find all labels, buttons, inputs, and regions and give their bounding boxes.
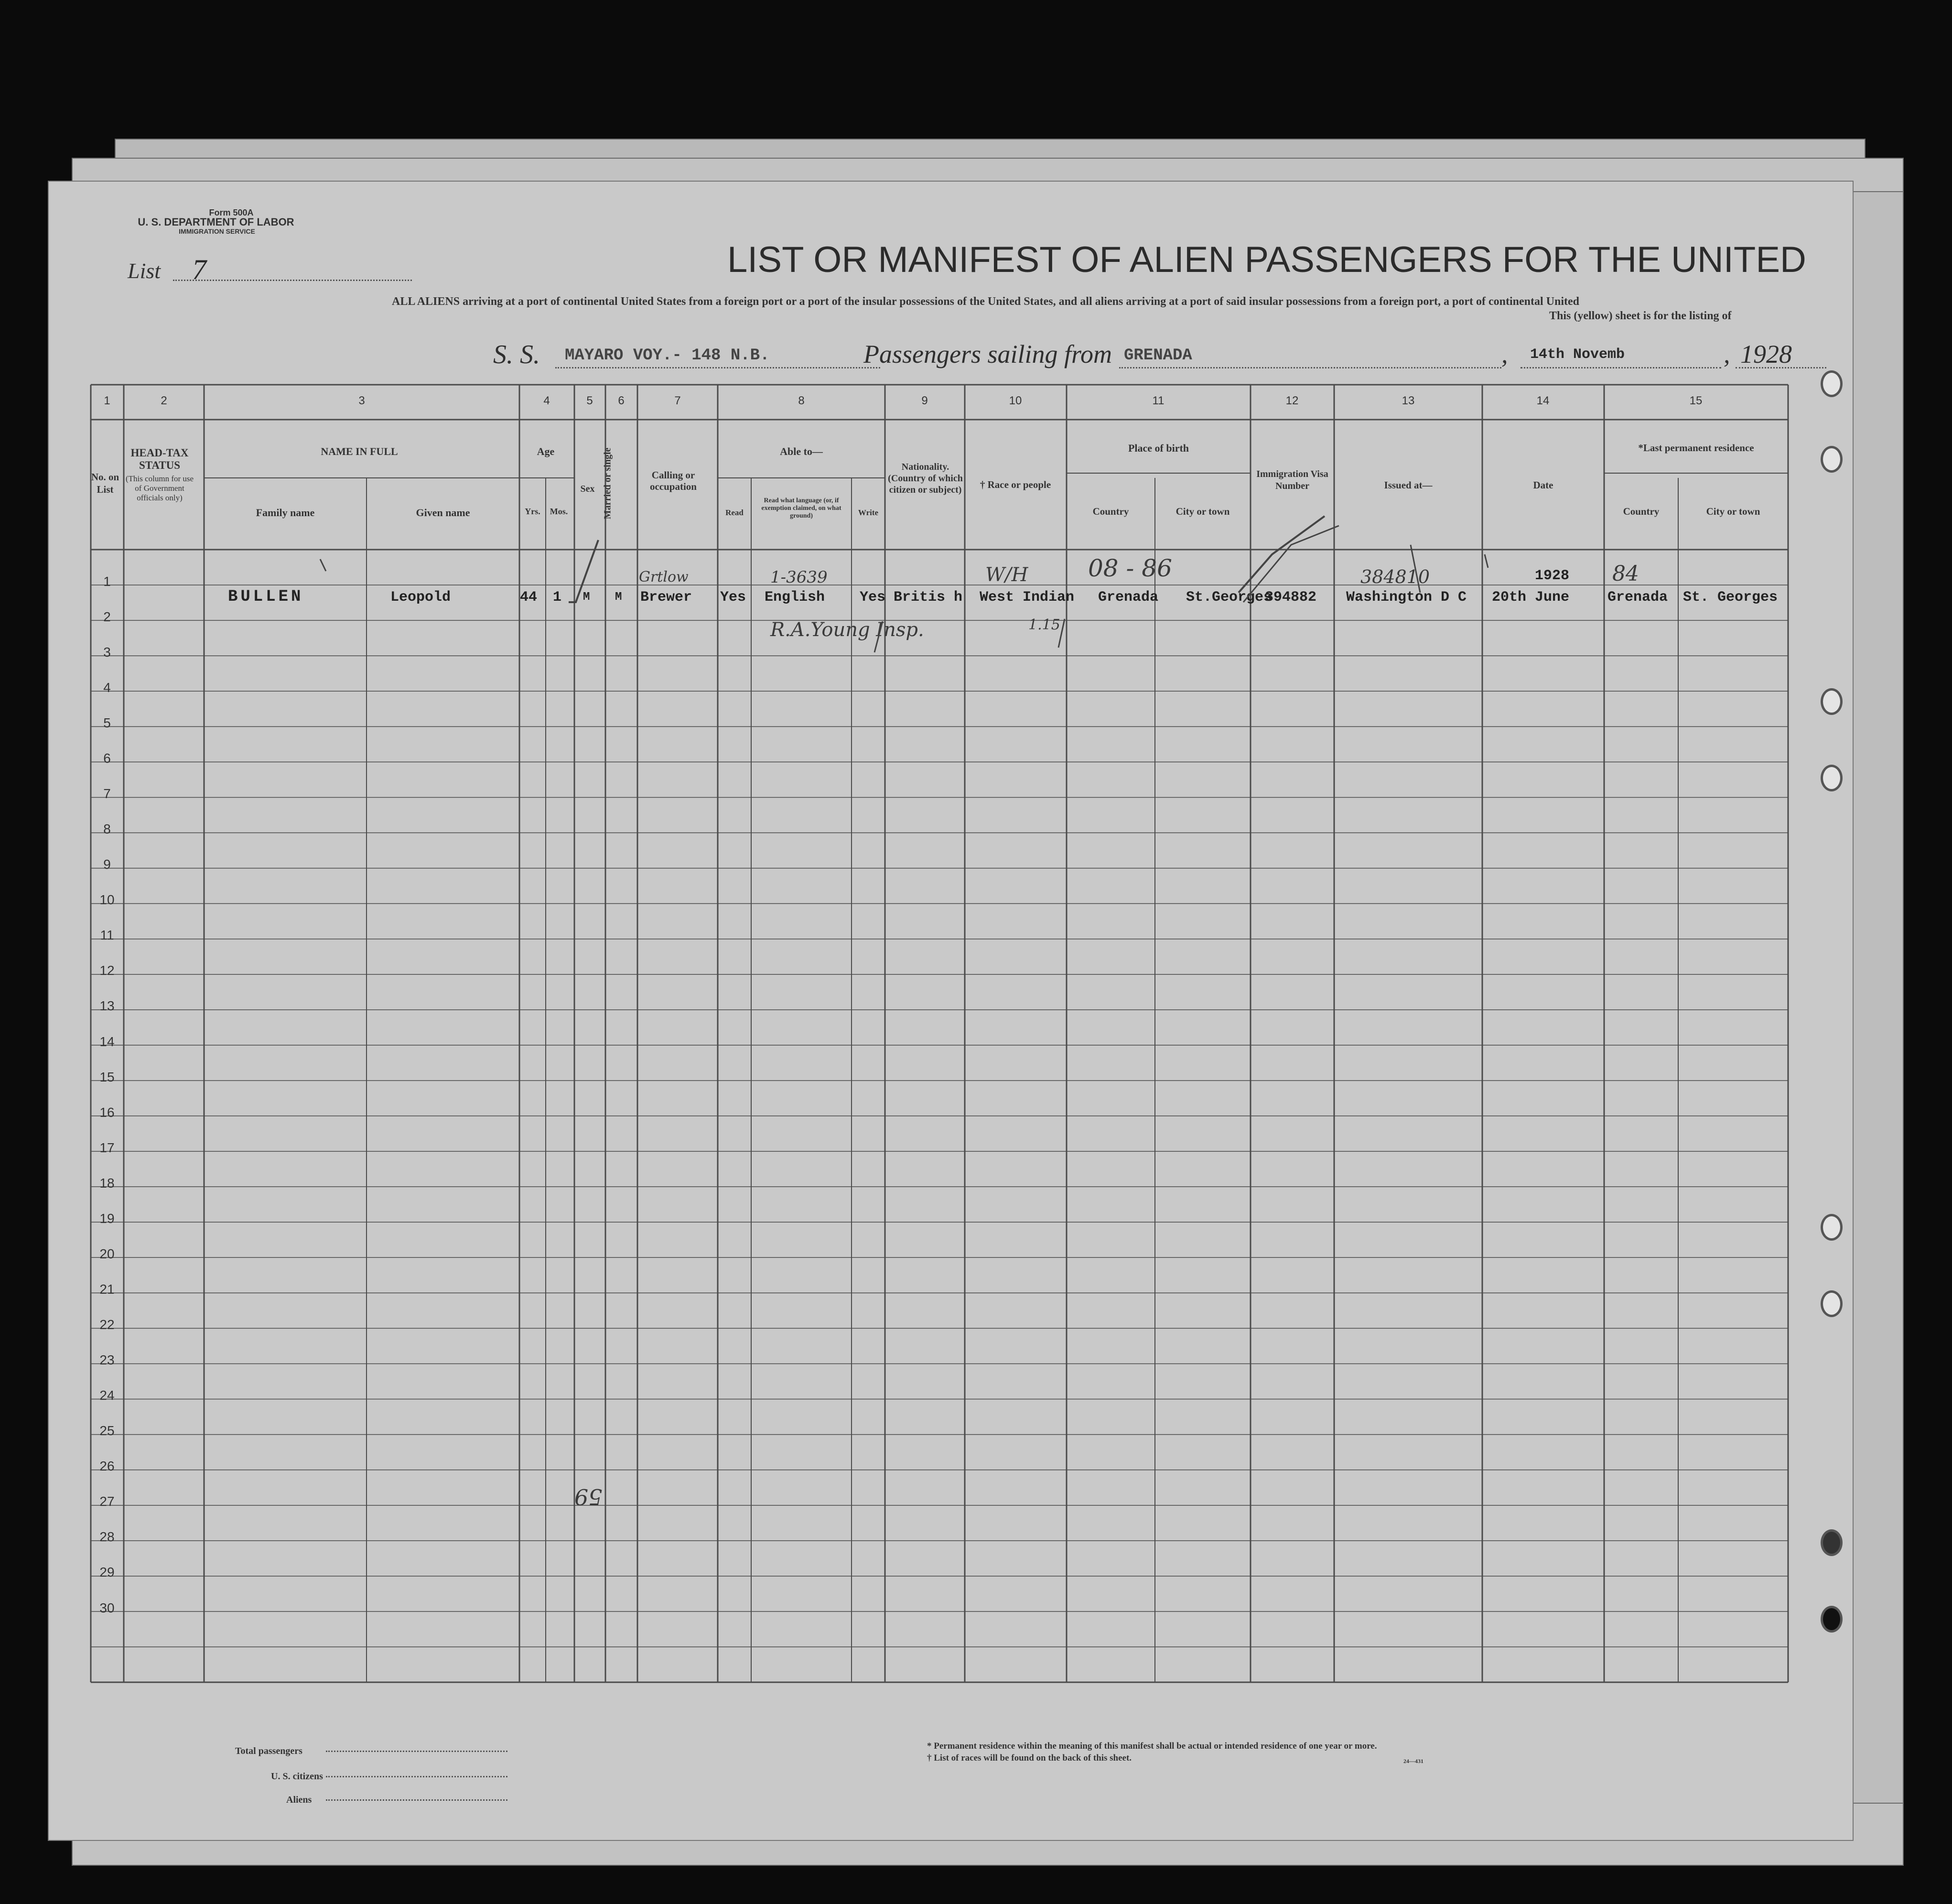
- binder-hole: [1821, 1529, 1843, 1556]
- back-sheet-3: [1849, 191, 1904, 1804]
- row-number: 18: [99, 1175, 115, 1190]
- comma-2: ,: [1724, 340, 1730, 368]
- list-label: List: [128, 259, 161, 283]
- hand-issued-number: 384810: [1360, 566, 1430, 587]
- department-label: U. S. DEPARTMENT OF LABOR: [138, 216, 294, 228]
- cell-race: West Indian: [980, 589, 1075, 606]
- footer-us-citizens: U. S. citizens: [271, 1771, 323, 1782]
- row-number: 27: [99, 1494, 115, 1509]
- cell-sex: M: [583, 591, 590, 604]
- binder-hole: [1821, 765, 1843, 791]
- header-birth-city: City or town: [1176, 506, 1230, 517]
- header-calling: Calling or occupation: [649, 469, 697, 492]
- header-issued-at: Issued at—: [1384, 479, 1433, 491]
- footer-aliens-dots: [326, 1799, 507, 1801]
- list-number: 7: [192, 254, 206, 285]
- cell-family-name: BULLEN: [228, 588, 304, 606]
- column-number: 5: [586, 394, 593, 407]
- subtitle-line-1: ALL ALIENS arriving at a port of continental United States from a foreign port or a port of the insular possessions of the United States, and all aliens arriving at a port of said insular possessions from a foreign port, a port of continental United: [392, 295, 1579, 308]
- service-label: IMMIGRATION SERVICE: [179, 227, 255, 235]
- row-number: 4: [103, 680, 111, 695]
- hand-race: W/H: [985, 564, 1028, 586]
- header-read-language: Read what language (or, if exemption claimed, on what ground): [761, 497, 841, 519]
- header-no-on-list: No. on List: [91, 471, 119, 495]
- row-number: 5: [103, 715, 111, 730]
- cell-visa-date: 20th June: [1492, 589, 1570, 606]
- header-nationality: Nationality. (Country of which citizen or subject): [888, 462, 963, 495]
- cell-age-yrs: 44: [520, 589, 538, 606]
- row-number: 29: [99, 1565, 115, 1580]
- cell-language: English: [765, 589, 825, 606]
- hand-birth-code: 08 - 86: [1088, 554, 1172, 582]
- cell-visa-year: 1928: [1535, 568, 1570, 584]
- header-given-name: Given name: [416, 507, 470, 519]
- column-number: 12: [1285, 394, 1299, 407]
- header-able-to: Able to—: [780, 445, 823, 457]
- header-married: Married or single: [602, 447, 613, 519]
- hand-res-code: 84: [1612, 562, 1639, 586]
- header-res-city: City or town: [1706, 506, 1760, 517]
- cell-res-country: Grenada: [1607, 589, 1668, 606]
- column-number: 3: [358, 394, 365, 407]
- column-number: 13: [1402, 394, 1415, 407]
- cell-visa-number: 394882: [1265, 589, 1317, 606]
- row-number: 9: [103, 857, 111, 872]
- hand-row2-number: 1.15: [1028, 617, 1060, 633]
- header-age: Age: [537, 445, 555, 457]
- header-date: Date: [1533, 479, 1553, 491]
- binder-hole: [1821, 688, 1843, 715]
- cell-issued-at: Washington D C: [1346, 589, 1467, 606]
- row-number: 28: [99, 1529, 115, 1545]
- row-number: 21: [99, 1281, 115, 1297]
- header-family-name: Family name: [256, 507, 315, 519]
- header-head-tax: HEAD-TAX STATUS: [130, 447, 189, 471]
- header-birth-country: Country: [1092, 506, 1129, 517]
- row-number: 2: [103, 609, 111, 624]
- row-number: 25: [99, 1423, 115, 1439]
- column-number: 1: [104, 394, 110, 407]
- cell-res-city: St. Georges: [1683, 589, 1778, 606]
- row-number: 11: [100, 928, 114, 943]
- subtitle-line-2: This (yellow) sheet is for the listing of: [1549, 310, 1732, 322]
- cell-marital: M: [615, 591, 622, 604]
- column-number: 15: [1689, 394, 1703, 407]
- row-number: 10: [99, 892, 115, 908]
- binder-hole: [1821, 1214, 1843, 1241]
- row-number: 7: [103, 786, 111, 801]
- cell-given-name: Leopold: [390, 589, 451, 606]
- row-number: 22: [99, 1317, 115, 1332]
- manifest-grid: [49, 182, 1853, 1840]
- sailing-date: 14th Novemb: [1530, 346, 1625, 363]
- footer-note-1: * Permanent residence within the meaning of this manifest shall be actual or intended residence of one year or more.: [927, 1741, 1377, 1751]
- row-number: 24: [99, 1388, 115, 1403]
- sailing-year: 1928: [1740, 340, 1792, 368]
- cell-age-mos: 1: [553, 589, 562, 606]
- row-number: 26: [99, 1459, 115, 1474]
- column-number: 4: [543, 394, 550, 407]
- row-number: 15: [99, 1069, 115, 1084]
- footer-note-2: † List of races will be found on the back of this sheet.: [927, 1753, 1132, 1763]
- cell-occupation: Brewer: [640, 589, 692, 606]
- row-number: 20: [99, 1246, 115, 1261]
- ship-name: MAYARO VOY.- 148 N.B.: [565, 346, 770, 365]
- header-place-of-birth: Place of birth: [1128, 442, 1189, 454]
- row-number: 6: [103, 751, 111, 766]
- binder-hole: [1821, 370, 1843, 397]
- manifest-sheet: [49, 182, 1853, 1840]
- column-number: 14: [1536, 394, 1550, 407]
- row-number: 13: [99, 998, 115, 1014]
- page-title: LIST OR MANIFEST OF ALIEN PASSENGERS FOR THE UNITED: [727, 239, 1806, 280]
- row-number: 8: [103, 822, 111, 837]
- footer-total-dots: [326, 1751, 507, 1752]
- column-number: 10: [1009, 394, 1022, 407]
- footer-aliens: Aliens: [286, 1795, 312, 1805]
- row-number: 16: [99, 1104, 115, 1120]
- comma-1: ,: [1501, 340, 1508, 368]
- header-visa-number: Immigration Visa Number: [1256, 469, 1328, 491]
- hand-margin-number: 59: [574, 1484, 603, 1510]
- column-number: 6: [618, 394, 625, 407]
- header-read: Read: [725, 508, 744, 517]
- footer-total-passengers: Total passengers: [235, 1746, 302, 1756]
- header-race: † Race or people: [980, 479, 1051, 490]
- footer-print-code: 24—431: [1403, 1758, 1424, 1764]
- hand-calling: Grtlow: [639, 569, 689, 585]
- row-number: 3: [103, 644, 111, 660]
- cell-read: Yes: [720, 589, 746, 606]
- column-number: 7: [674, 394, 681, 407]
- departure-port: GRENADA: [1124, 346, 1192, 365]
- header-head-tax-note: (This column for use of Government officials only): [125, 474, 194, 502]
- header-yrs: Yrs.: [525, 507, 540, 516]
- column-number: 2: [161, 394, 167, 407]
- hand-inspector: R.A.Young Insp.: [770, 619, 924, 641]
- sailing-label: Passengers sailing from: [863, 340, 1112, 368]
- header-last-residence: *Last permanent residence: [1638, 442, 1754, 454]
- header-sex: Sex: [580, 484, 595, 494]
- row-number: 23: [99, 1352, 115, 1368]
- row-number: 19: [99, 1211, 115, 1226]
- row-number: 14: [99, 1034, 115, 1049]
- header-write: Write: [858, 508, 879, 517]
- cell-birth-city: St.Georges: [1186, 589, 1273, 606]
- binder-hole: [1821, 1606, 1843, 1633]
- cell-write: Yes: [860, 589, 886, 606]
- hand-read-code: 1-3639: [770, 568, 828, 587]
- cell-nationality: Britis h: [894, 589, 963, 606]
- header-mos: Mos.: [550, 507, 568, 516]
- footer-citizens-dots: [326, 1776, 507, 1777]
- cell-birth-country: Grenada: [1098, 589, 1159, 606]
- binder-hole: [1821, 446, 1843, 473]
- row-number: 30: [99, 1600, 115, 1615]
- form-number: Form 500A: [209, 208, 254, 217]
- row-number: 17: [99, 1140, 115, 1155]
- row-number: 12: [99, 963, 115, 978]
- header-name-in-full: NAME IN FULL: [321, 445, 398, 457]
- column-number: 9: [921, 394, 928, 407]
- ss-label: S. S.: [493, 340, 540, 369]
- binder-hole: [1821, 1290, 1843, 1317]
- row-number: 1: [103, 573, 111, 589]
- column-number: 8: [798, 394, 805, 407]
- header-res-country: Country: [1623, 506, 1660, 517]
- column-number: 11: [1152, 394, 1165, 407]
